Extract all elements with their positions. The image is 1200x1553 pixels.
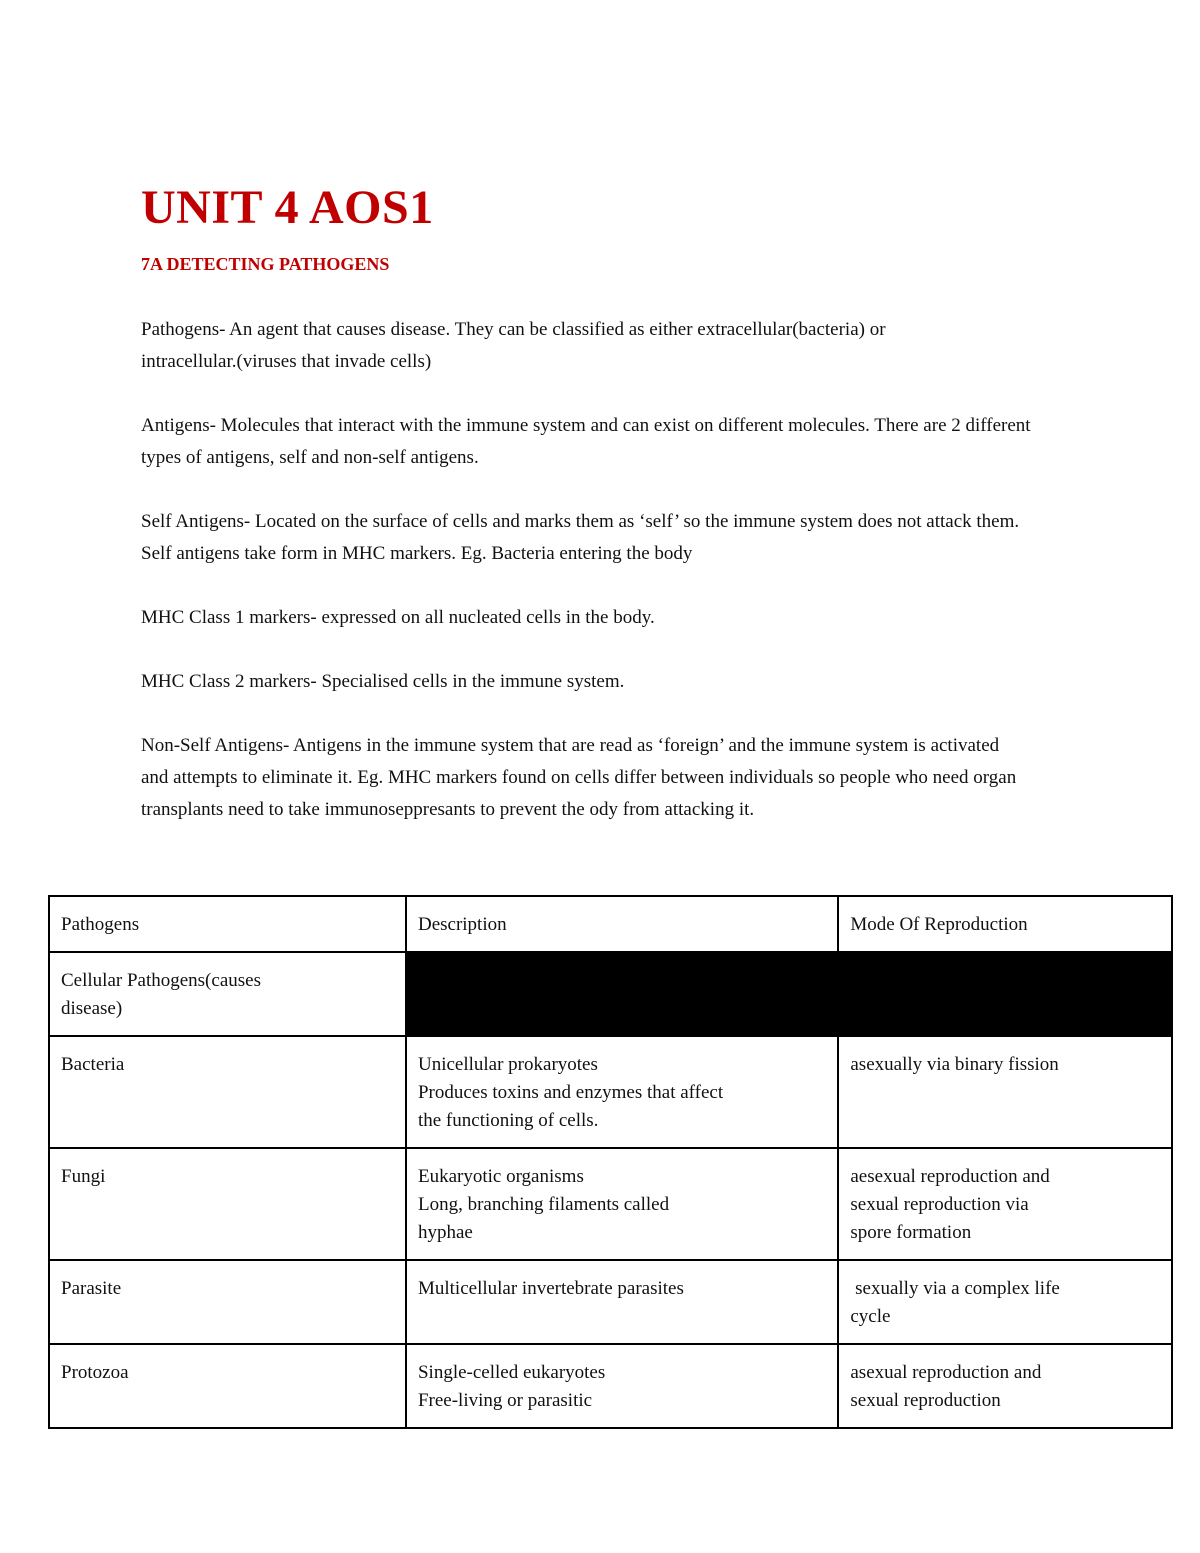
cell-line: Long, branching filaments called: [417, 1194, 670, 1215]
paragraph-line: Pathogens- An agent that causes disease. They can be classified as either extracellular(bacteria) or: [141, 319, 886, 340]
document-body: [141, 178, 1151, 826]
table-cell: Fungi: [49, 1148, 406, 1260]
table-row: [49, 1036, 1172, 1148]
table-cell: [406, 1260, 838, 1344]
table-header-cell: Mode Of Reproduction: [838, 896, 1172, 952]
table-header-cell: Pathogens: [49, 896, 406, 952]
cell-line: Unicellular prokaryotes: [417, 1054, 598, 1075]
section-heading: 7A DETECTING PATHOGENS: [141, 254, 390, 274]
paragraph-line: intracellular.(viruses that invade cells): [141, 351, 432, 372]
cell-line: spore formation: [850, 1222, 972, 1243]
paragraph-non-self-antigens: [141, 730, 1151, 826]
paragraph-mhc-class-1: [141, 602, 1151, 634]
paragraph-line: Antigens- Molecules that interact with the immune system and can exist on different molecules. There are 2 different: [141, 415, 1031, 436]
paragraph-line: and attempts to eliminate it. Eg. MHC markers found on cells differ between individuals so people who need organ: [141, 767, 1017, 788]
paragraph-line: Self antigens take form in MHC markers. Eg. Bacteria entering the body: [141, 543, 693, 564]
cell-line: asexually via binary fission: [850, 1054, 1059, 1075]
cell-line: Eukaryotic organisms: [417, 1166, 584, 1187]
paragraph-antigens: [141, 410, 1151, 474]
table-cell: [838, 1344, 1172, 1428]
paragraph-pathogens: [141, 314, 1151, 378]
table-cell: Parasite: [49, 1260, 406, 1344]
paragraph-line: MHC Class 2 markers- Specialised cells in the immune system.: [141, 671, 625, 692]
cell-line: Cellular Pathogens(causes: [61, 970, 261, 991]
cell-line: the functioning of cells.: [417, 1110, 599, 1131]
table-header-row: [49, 896, 1172, 952]
paragraph-mhc-class-2: [141, 666, 1151, 698]
table-row: [49, 1344, 1172, 1428]
table-row: [49, 1148, 1172, 1260]
cell-line: sexually via a complex life: [850, 1278, 1060, 1299]
table-section-row: [49, 952, 1172, 1036]
cell-line: sexual reproduction: [850, 1390, 1001, 1411]
paragraph-self-antigens: [141, 506, 1151, 570]
cell-line: disease): [61, 998, 123, 1019]
cell-line: aesexual reproduction and: [850, 1166, 1050, 1187]
cell-line: Produces toxins and enzymes that affect: [417, 1082, 724, 1103]
table-cell: [406, 1344, 838, 1428]
pathogens-table: [48, 895, 1173, 1429]
cell-line: sexual reproduction via: [850, 1194, 1029, 1215]
cell-line: hyphae: [417, 1222, 473, 1243]
table-row: [49, 1260, 1172, 1344]
table-cell: [406, 1148, 838, 1260]
cell-line: Free-living or parasitic: [417, 1390, 593, 1411]
table-cell: [838, 1148, 1172, 1260]
filled-cell: [406, 952, 1172, 1036]
paragraph-line: types of antigens, self and non-self antigens.: [141, 447, 479, 468]
paragraph-line: Self Antigens- Located on the surface of cells and marks them as ‘self’ so the immune system does not attack them.: [141, 511, 1020, 532]
cell-line: cycle: [850, 1306, 891, 1327]
table-cell: Bacteria: [49, 1036, 406, 1148]
table-header-cell: Description: [406, 896, 838, 952]
page-title: UNIT 4 AOS1: [141, 181, 434, 234]
cell-line: asexual reproduction and: [850, 1362, 1042, 1383]
table-cell: [838, 1260, 1172, 1344]
cell-line: Multicellular invertebrate parasites: [417, 1278, 684, 1299]
paragraph-line: transplants need to take immunoseppresants to prevent the ody from attacking it.: [141, 799, 755, 820]
table-cell: [406, 1036, 838, 1148]
paragraph-line: MHC Class 1 markers- expressed on all nucleated cells in the body.: [141, 607, 655, 628]
table-cell: Protozoa: [49, 1344, 406, 1428]
table-cell: [49, 952, 406, 1036]
table-cell: [838, 1036, 1172, 1148]
cell-line: Single-celled eukaryotes: [417, 1362, 606, 1383]
paragraph-line: Non-Self Antigens- Antigens in the immune system that are read as ‘foreign’ and the immune system is activated: [141, 735, 1000, 756]
